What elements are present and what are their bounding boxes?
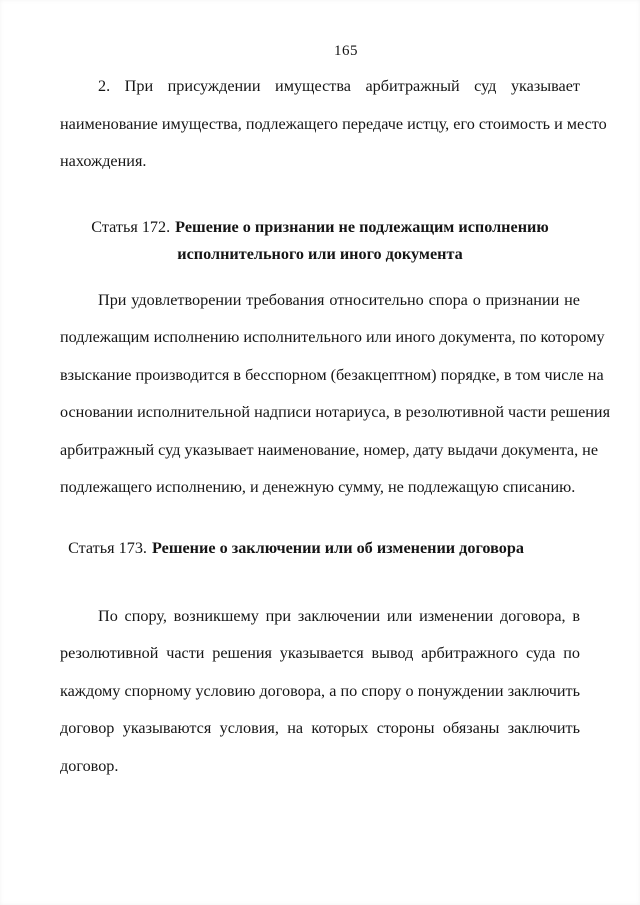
text-line: подлежащего исполнению, и денежную сумму, не подлежащую списанию. xyxy=(60,478,576,496)
article-173-heading-line xyxy=(36,535,556,562)
text-line: По спору, возникшему при заключении или изменении договора, в xyxy=(98,606,580,625)
text-line: договор указываются условия, на которых стороны обязаны заключить xyxy=(60,719,580,737)
article-173-label: Статья 173. xyxy=(68,538,147,557)
text-line: арбитражный суд указывает наименование, номер, дату выдачи документа, не xyxy=(60,440,599,459)
article-172-body xyxy=(60,282,611,507)
article-173-title: Решение о заключении или об изменении договора xyxy=(151,538,524,557)
text-line: подлежащим исполнению исполнительного или иного документа, по которому xyxy=(60,328,605,346)
text-line: договор. xyxy=(60,756,119,775)
text-line: взыскание производится в бесспорном (безакцептном) порядке, в том числе на xyxy=(60,365,604,384)
text-line: При удовлетворении требования относительно спора о признании не xyxy=(98,290,580,309)
text-line: нахождения. xyxy=(60,152,147,170)
article-172-title-line-2: исполнительного или иного документа xyxy=(177,244,463,263)
text-line: наименование имущества, подлежащего передаче истцу, его стоимость и место xyxy=(60,114,607,133)
article-173-heading xyxy=(36,535,556,562)
text-line: 2. При присуждении имущества арбитражный суд указывает xyxy=(98,77,580,95)
text-line: резолютивной части решения указывается вывод арбитражного суда по xyxy=(60,644,580,662)
text-line: основании исполнительной надписи нотариуса, в резолютивной части решения xyxy=(60,403,611,421)
article-172-label: Статья 172. xyxy=(91,217,171,236)
paragraph-2-of-article-171 xyxy=(60,68,607,181)
page-number: 165 xyxy=(334,43,358,59)
article-172-heading xyxy=(60,214,580,268)
text-line: каждому спорному условию договора, а по спору о понуждении заключить xyxy=(60,681,580,700)
article-173-body xyxy=(60,598,580,786)
article-172-title-line-1: Решение о признании не подлежащим исполнению xyxy=(175,217,549,236)
article-172-heading-line-1 xyxy=(60,214,580,241)
